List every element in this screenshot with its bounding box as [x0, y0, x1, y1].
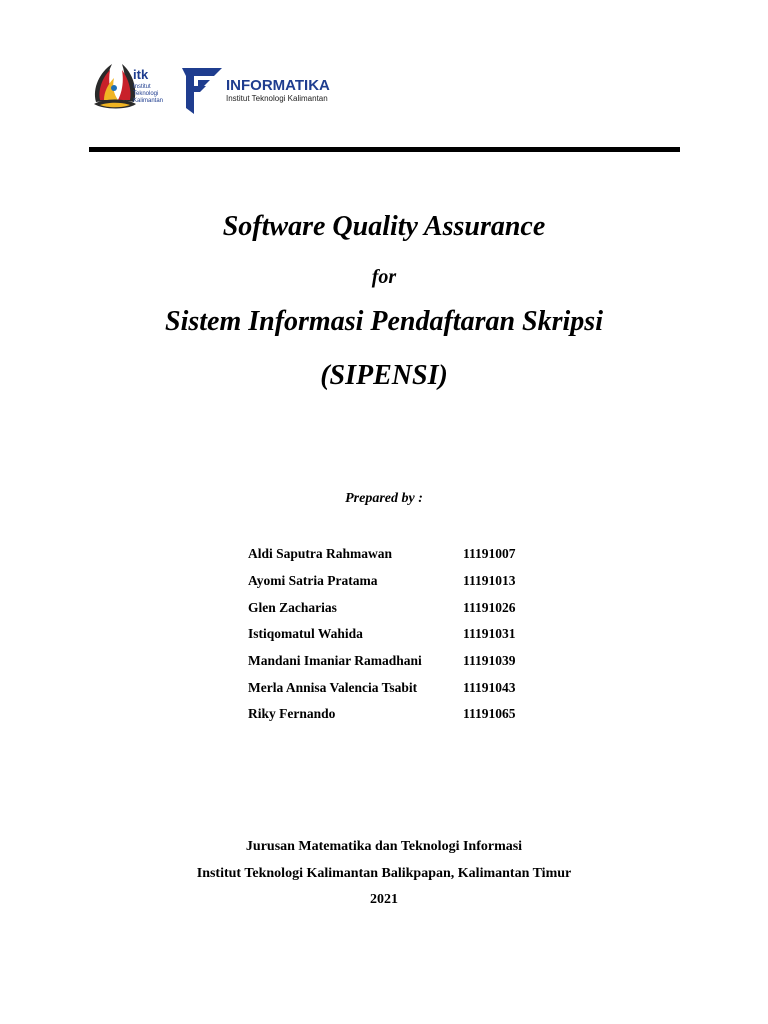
author-name: Riky Fernando: [248, 706, 336, 722]
author-nim: 11191031: [463, 626, 516, 642]
informatika-logo-tagline: Institut Teknologi Kalimantan: [226, 94, 328, 103]
document-footer: [0, 834, 768, 914]
document-acronym: (SIPENSI): [320, 360, 448, 391]
itk-logo-icon: [90, 58, 168, 114]
svg-text:Institut: Institut: [133, 84, 151, 90]
author-name: Mandani Imaniar Ramadhani: [248, 653, 422, 669]
author-row: [248, 594, 548, 621]
footer-year: 2021: [370, 892, 398, 907]
document-title: Software Quality Assurance: [222, 211, 546, 242]
author-nim: 11191026: [463, 599, 516, 615]
author-nim: 11191043: [463, 679, 516, 695]
footer-department: Jurusan Matematika dan Teknologi Informasi: [245, 839, 523, 854]
author-row: [248, 541, 548, 568]
author-row: [248, 648, 548, 675]
author-nim: 11191007: [463, 546, 516, 562]
informatika-logo-brand: INFORMATIKA: [226, 77, 330, 94]
author-list: [248, 541, 548, 728]
informatika-logo-icon: [180, 62, 330, 116]
author-row: [248, 621, 548, 648]
author-nim: 11191013: [463, 573, 516, 589]
author-name: Glen Zacharias: [248, 599, 337, 615]
for-text: for: [371, 266, 397, 288]
author-nim: 11191065: [463, 706, 516, 722]
author-nim: 11191039: [463, 653, 516, 669]
author-row: [248, 568, 548, 595]
prepared-by-label: Prepared by :: [345, 491, 423, 506]
header-divider: [89, 147, 680, 152]
footer-institution: Institut Teknologi Kalimantan Balikpapan, Kalimantan Timur: [196, 865, 572, 881]
author-name: Ayomi Satria Pratama: [248, 573, 378, 589]
itk-logo-brand: itk: [133, 67, 149, 82]
author-row: [248, 674, 548, 701]
author-name: Merla Annisa Valencia Tsabit: [248, 679, 418, 695]
svg-text:Teknologi: Teknologi: [133, 91, 159, 97]
author-name: Aldi Saputra Rahmawan: [248, 546, 393, 562]
author-row: [248, 701, 548, 728]
author-name: Istiqomatul Wahida: [248, 626, 363, 642]
document-subtitle: Sistem Informasi Pendaftaran Skripsi: [165, 306, 603, 337]
svg-text:Kalimantan: Kalimantan: [133, 98, 164, 104]
